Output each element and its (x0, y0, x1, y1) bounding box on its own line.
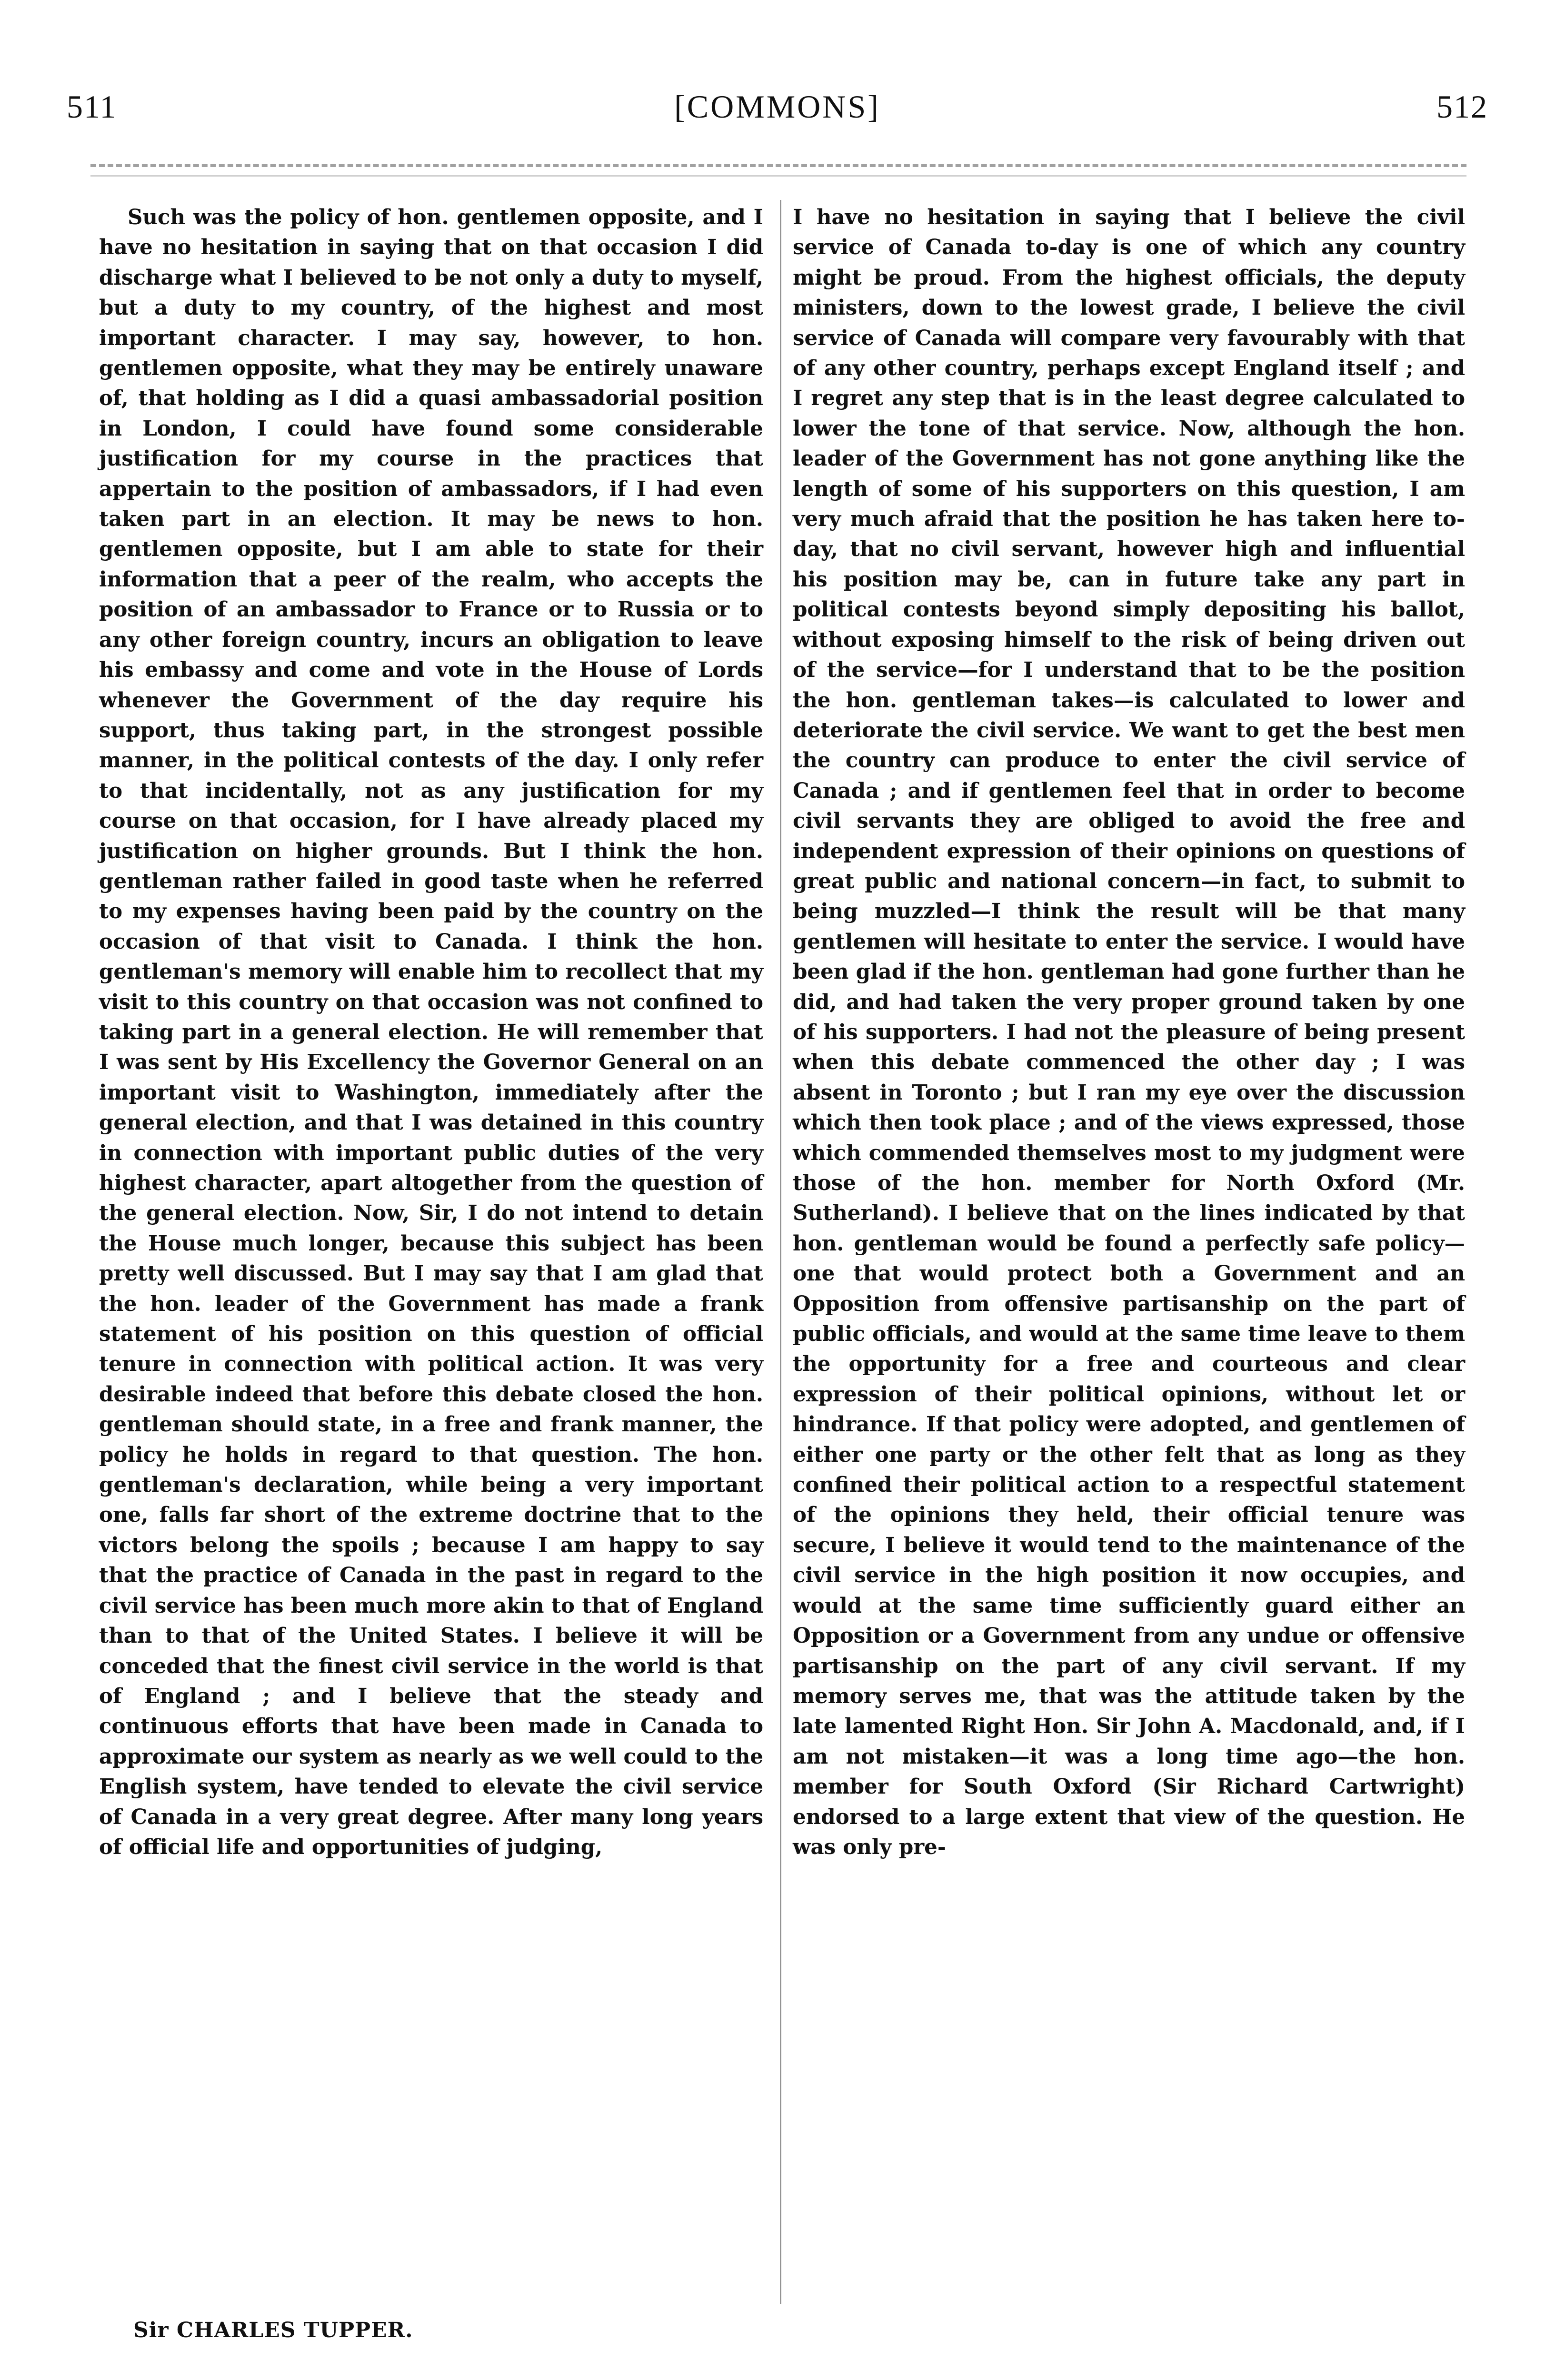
running-head: [COMMONS] (674, 89, 880, 125)
speaker-attribution: Sir CHARLES TUPPER. (133, 2318, 413, 2342)
column-divider (780, 200, 781, 2304)
left-column-text: Such was the policy of hon. gentlemen opposite, and I have no hesitation in saying that on that occasion I did discharge what I believed to be not only a duty to myself, but a duty to my country, of the highest and most important character. I may say, however, to hon. gentlemen opposite, what they may be entirely unaware of, that holding as I did a quasi ambassadorial position in London, I could have found some considerable justification for my course in the practices that appertain to the position of ambassadors, if I had even taken part in an election. It may be news to hon. gentlemen opposite, but I am able to state for their information that a peer of the realm, who accepts the position of an ambassador to France or to Russia or to any other foreign country, incurs an obligation to leave his embassy and come and vote in the House of Lords whenever the Government of the day require his support, thus taking part, in the strongest possible manner, in the political contests of the day. I only refer to that incidentally, not as any justification for my course on that occasion, for I have already placed my justification on higher grounds. But I think the hon. gentleman rather failed in good taste when he referred to my expenses having been paid by the country on the occasion of that visit to Canada. I think the hon. gentleman's memory will enable him to recollect that my visit to this country on that occasion was not confined to taking part in a general election. He will remember that I was sent by His Excellency the Governor General on an important visit to Washington, immediately after the general election, and that I was detained in this country in connection with important public duties of the very highest character, apart altogether from the question of the general election. Now, Sir, I do not intend to detain the House much longer, because this subject has been pretty well discussed. But I may say that I am glad that the hon. leader of the Government has made a frank statement of his position on this question of official tenure in connection with political action. It was very desirable indeed that before this debate closed the hon. gentleman should state, in a free and frank manner, the policy he holds in regard to that question. The hon. gentleman's declaration, while being a very important one, falls far short of the extreme doctrine that to the victors belong the spoils ; because I am happy to say that the practice of Canada in the past in regard to the civil service has been much more akin to that of England than to that of the United States. I believe it will be conceded that the finest civil service in the world is that of England ; and I believe that the steady and continuous efforts that have been made in Canada to approximate our system as nearly as we well could to the English system, have tended to elevate the civil service of Canada in a very great degree. After many long years of official life and opportunities of judging, (99, 205, 763, 1859)
right-column-text: I have no hesitation in saying that I believe the civil service of Canada to-day is one of which any country might be proud. From the highest officials, the deputy ministers, down to the lowest grade, I believe the civil service of Canada will compare very favourably with that of any other country, perhaps except England itself ; and I regret any step that is in the least degree calculated to lower the tone of that service. Now, although the hon. leader of the Government has not gone anything like the length of some of his supporters on this question, I am very much afraid that the position he has taken here to-day, that no civil servant, however high and influential his position may be, can in future take any part in political contests beyond simply depositing his ballot, without exposing himself to the risk of being driven out of the service—for I understand that to be the position the hon. gentleman takes—is calculated to lower and deteriorate the civil service. We want to get the best men the country can produce to enter the civil service of Canada ; and if gentlemen feel that in order to become civil servants they are obliged to avoid the free and independent expression of their opinions on questions of great public and national concern—in fact, to submit to being muzzled—I think the result will be that many gentlemen will hesitate to enter the service. I would have been glad if the hon. gentleman had gone further than he did, and had taken the very proper ground taken by one of his supporters. I had not the pleasure of being present when this debate commenced the other day ; I was absent in Toronto ; but I ran my eye over the discussion which then took place ; and of the views expressed, those which commended themselves most to my judgment were those of the hon. member for North Oxford (Mr. Sutherland). I believe that on the lines indicated by that hon. gentleman would be found a perfectly safe policy—one that would protect both a Government and an Opposition from offensive partisanship on the part of public officials, and would at the same time leave to them the opportunity for a free and courteous and clear expression of their political opinions, without let or hindrance. If that policy were adopted, and gentlemen of either one party or the other felt that as long as they confined their political action to a respectful statement of the opinions they held, their official tenure was secure, I believe it would tend to the maintenance of the civil service in the high position it now occupies, and would at the same time sufficiently guard either an Opposition or a Government from any undue or offensive partisanship on the part of any civil servant. If my memory serves me, that was the attitude taken by the late lamented Right Hon. Sir John A. Macdonald, and, if I am not mistaken—it was a long time ago—the hon. member for South Oxford (Sir Richard Cartwright) endorsed to a large extent that view of the question. He was only pre- (793, 205, 1465, 1859)
header-rule (90, 164, 1466, 167)
page-number-left: 511 (67, 89, 117, 125)
header-rule-secondary (90, 175, 1466, 177)
page-header (67, 88, 1488, 136)
page-number-right: 512 (1436, 89, 1488, 125)
